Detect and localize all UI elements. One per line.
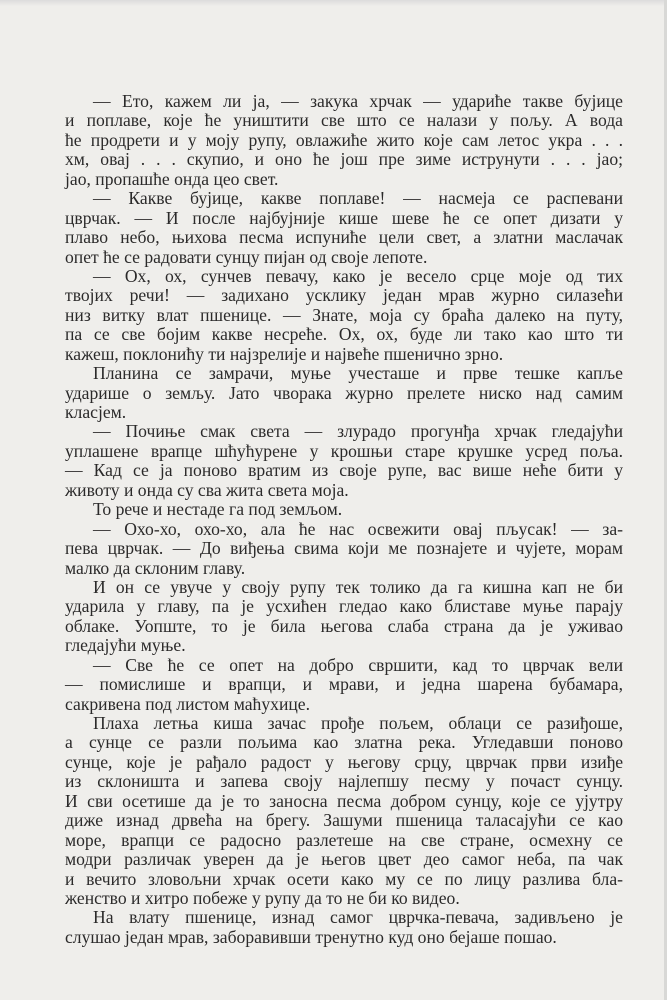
- text-line: и поплаве, које ће уништити све што се налази у пољу. А вода: [65, 110, 623, 131]
- text-line: модри различак уверен да је његов цвет део самог неба, па чак: [65, 849, 623, 870]
- paragraph: [65, 714, 623, 908]
- text-line: из склоништа и запева своју најлепшу песму у почаст сунцу.: [65, 771, 623, 792]
- paragraph: [65, 520, 623, 578]
- text-line: Планина се замрачи, муње учесташе и прве тешке капље: [93, 363, 623, 384]
- text-line: кажеш, поклонићу ти најзрелије и највеће пшенично зрно.: [65, 343, 504, 364]
- text-line: море, врапци се радосно разлетеше на све стране, осмехну се: [65, 829, 623, 850]
- text-line: малко да склоним главу.: [65, 557, 246, 578]
- paragraph: [65, 422, 623, 500]
- text-line: хм, овај . . . скупио, и оно ће још пре зиме иструнути . . . јао;: [65, 149, 623, 170]
- text-line: класјем.: [65, 402, 127, 422]
- text-line: — Све ће се опет на добро свршити, кад то цврчак вели: [93, 654, 623, 675]
- text-line: И сви осетише да је то заносна песма добром сунцу, које се ујутру: [65, 790, 623, 811]
- text-line: гледајући муње.: [65, 635, 186, 656]
- text-line: диже изнад дрвећа на брегу. Зашуми пшеница таласајући се као: [65, 810, 623, 831]
- text-line: На влату пшенице, изнад самог цврчка-певача, задивљено је: [93, 907, 623, 928]
- text-line: плаво небо, њихова песма испуниће цели свет, а златни маслачак: [65, 227, 623, 248]
- text-line: ће продрети и у моју рупу, овлажиће жито које сам летос укра . . .: [65, 129, 623, 150]
- text-line: и вечито зловољни хрчак осети како му се по лицу разлива бла-: [65, 868, 623, 889]
- text-line: И он се увуче у своју рупу тек толико да га кишна кап не би: [93, 576, 623, 597]
- text-line: па се све бојим какве несреће. Ох, ох, буде ли тако као што ти: [65, 324, 623, 345]
- paragraph: [65, 92, 623, 189]
- paragraph: [65, 364, 623, 422]
- text-line: опет ће се радовати сунцу пијан од своје лепоте.: [65, 246, 428, 267]
- text-line: Плаха летња киша зачас прође пољем, облаци се разиђоше,: [93, 713, 623, 733]
- paragraph: [65, 267, 623, 364]
- text-line: — Охо-хо, охо-хо, ала ће нас освежити овај пљусак! — за-: [93, 518, 623, 539]
- paragraph: [65, 578, 623, 656]
- text-line: — Какве бујице, какве поплаве! — насмеја се распевани: [93, 188, 623, 209]
- text-line: пева цврчак. — До виђења свима који ме познајете и чујете, морам: [65, 538, 623, 559]
- text-line: животу и онда су сва жита света моја.: [65, 479, 349, 500]
- text-line: слушао један мрав, заборавивши тренутно куд оно бејаше пошао.: [65, 926, 557, 947]
- paragraph: [65, 500, 623, 519]
- text-line: — Кад се ја поново вратим из своје рупе, вас више неће бити у: [65, 460, 623, 481]
- text-line: уплашене врапце шћућурене у крошњи старе крушке усред поља.: [65, 440, 623, 461]
- text-line: цврчак. — И после најбујније кише шеве ће се опет дизати у: [65, 207, 623, 228]
- text-line: сунце, које је рађало радост у његову срцу, цврчак први изиђе: [65, 751, 623, 772]
- book-page-text: [65, 92, 623, 947]
- paragraph: [65, 908, 623, 947]
- text-line: — Почиње смак света — злурадо прогунђа хрчак гледајући: [93, 421, 623, 442]
- text-line: твојих речи! — задихано усклику један мрав журно силазећи: [65, 285, 623, 306]
- text-line: низ витку влат пшенице. — Знате, моја су браћа далеко на путу,: [65, 304, 623, 325]
- text-line: а сунце се разли пољима као златна река. Угледавши поново: [65, 732, 623, 753]
- scan-top-edge: [0, 0, 667, 6]
- text-line: ударила у главу, па је усхићен гледао како блиставе муње парају: [65, 596, 623, 617]
- paragraph: [65, 656, 623, 714]
- text-line: ударише о земљу. Јато чворака журно прелете ниско над самим: [65, 382, 623, 403]
- text-line: јао, пропашће онда цео свет.: [65, 168, 279, 189]
- paragraph: [65, 189, 623, 267]
- text-line: женство и хитро побеже у рупу да то не би ко видео.: [65, 887, 460, 908]
- text-line: — Ето, кажем ли ја, — закука хрчак — удариће такве бујице: [93, 91, 623, 111]
- text-line: облаке. Уопште, то је била његова слаба страна да је уживао: [65, 615, 623, 636]
- text-line: сакривена под листом маћухице.: [65, 693, 310, 714]
- text-line: — помислише и врапци, и мрави, и једна шарена бубамара,: [65, 674, 623, 695]
- text-line: — Ох, ох, сунчев певачу, како је весело срце моје од тих: [93, 265, 623, 286]
- text-line: То рече и нестаде га под земљом.: [93, 499, 343, 520]
